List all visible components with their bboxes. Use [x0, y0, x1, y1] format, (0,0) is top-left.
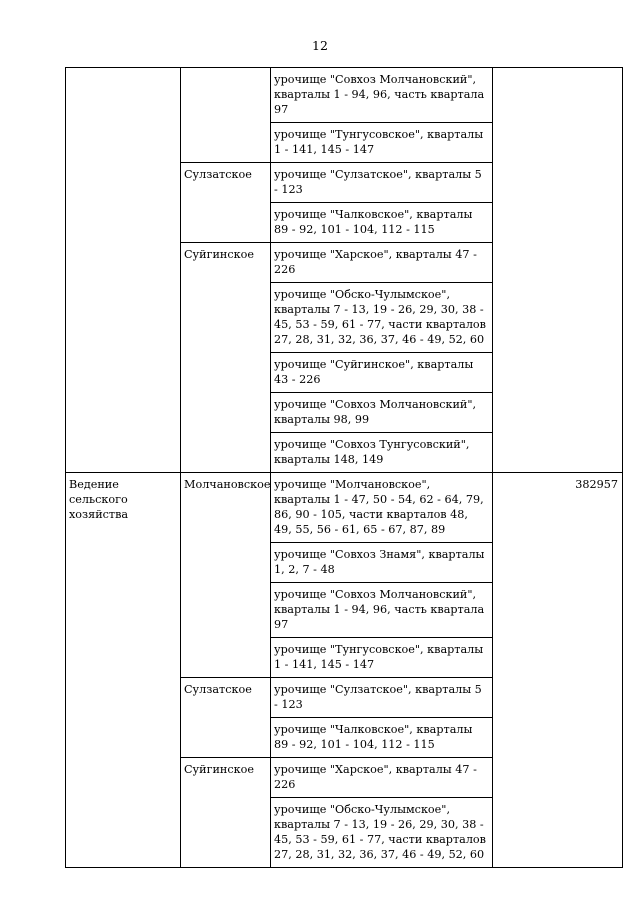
tract-cell: урочище "Сулзатское", кварталы 5 - 123	[271, 163, 493, 203]
area-cell: 382957	[493, 473, 623, 868]
tract-cell: урочище "Обско-Чулымское", кварталы 7 - 13, 19 - 26, 29, 30, 38 - 45, 53 - 59, 61 - 77, части кварталов 27, 28, 31, 32, 36, 37, 46 - 49, 52, 60	[271, 798, 493, 868]
tract-cell: урочище "Совхоз Знамя", кварталы 1, 2, 7 - 48	[271, 543, 493, 583]
tract-cell: урочище "Молчановское", кварталы 1 - 47, 50 - 54, 62 - 64, 79, 86, 90 - 105, части кварталов 48, 49, 55, 56 - 61, 65 - 67, 87, 89	[271, 473, 493, 543]
tract-cell: урочище "Суйгинское", кварталы 43 - 226	[271, 353, 493, 393]
area-cell	[493, 68, 623, 473]
tract-cell: урочище "Чалковское", кварталы 89 - 92, 101 - 104, 112 - 115	[271, 718, 493, 758]
table-row	[66, 473, 623, 543]
tract-cell: урочище "Чалковское", кварталы 89 - 92, 101 - 104, 112 - 115	[271, 203, 493, 243]
tract-cell: урочище "Совхоз Тунгусовский", кварталы 148, 149	[271, 433, 493, 473]
tract-cell: урочище "Сулзатское", кварталы 5 - 123	[271, 678, 493, 718]
tract-cell: урочище "Тунгусовское", кварталы 1 - 141, 145 - 147	[271, 123, 493, 163]
forestry-district-cell: Сулзатское	[181, 678, 271, 758]
tract-cell: урочище "Харское", кварталы 47 - 226	[271, 758, 493, 798]
tract-cell: урочище "Совхоз Молчановский", кварталы 1 - 94, 96, часть квартала 97	[271, 583, 493, 638]
forestry-district-cell: Суйгинское	[181, 243, 271, 473]
tract-cell: урочище "Совхоз Молчановский", кварталы 98, 99	[271, 393, 493, 433]
forestry-district-cell: Молчановское	[181, 473, 271, 678]
tract-cell: урочище "Обско-Чулымское", кварталы 7 - 13, 19 - 26, 29, 30, 38 - 45, 53 - 59, 61 - 77, части кварталов 27, 28, 31, 32, 36, 37, 46 - 49, 52, 60	[271, 283, 493, 353]
table-row	[66, 68, 623, 123]
purpose-cell: Ведение сельского хозяйства	[66, 473, 181, 868]
tract-cell: урочище "Совхоз Молчановский", кварталы 1 - 94, 96, часть квартала 97	[271, 68, 493, 123]
purpose-cell	[66, 68, 181, 473]
page-number: 12	[312, 38, 328, 53]
forestry-district-cell: Сулзатское	[181, 163, 271, 243]
tract-cell: урочище "Харское", кварталы 47 - 226	[271, 243, 493, 283]
forestry-district-cell	[181, 68, 271, 163]
forestry-district-cell: Суйгинское	[181, 758, 271, 868]
forestry-table	[65, 67, 623, 868]
table-body	[66, 68, 623, 868]
tract-cell: урочище "Тунгусовское", кварталы 1 - 141, 145 - 147	[271, 638, 493, 678]
